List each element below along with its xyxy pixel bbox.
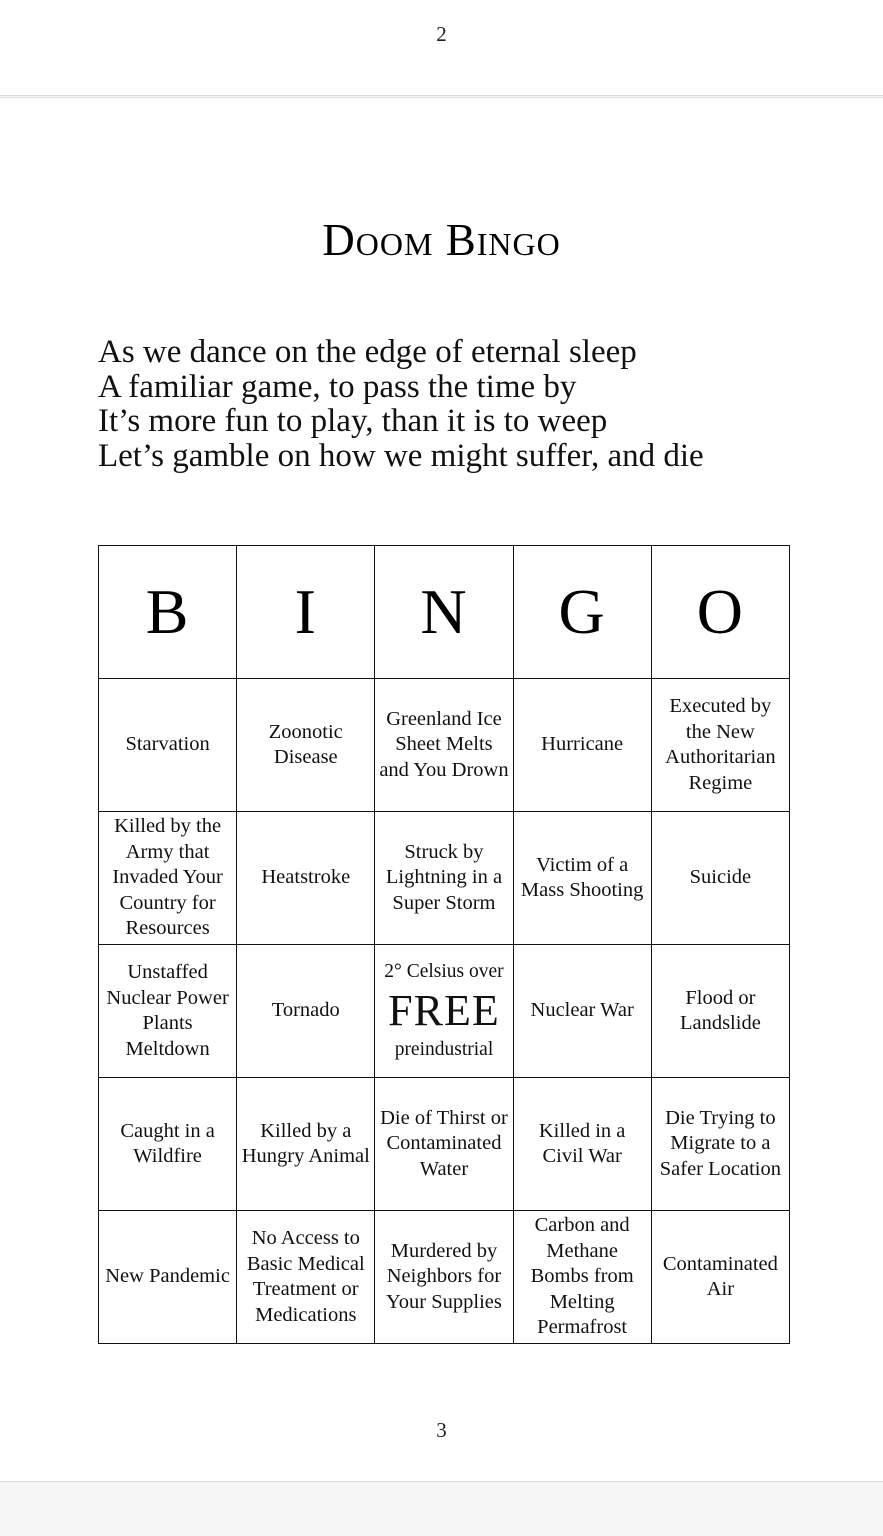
bingo-cell: Unstaffed Nuclear Power Plants Meltdown — [99, 945, 237, 1078]
bingo-header-g: G — [513, 546, 651, 679]
bingo-cell: Carbon and Methane Bombs from Melting Permafrost — [513, 1211, 651, 1344]
bingo-row — [99, 1078, 790, 1211]
bingo-header-i: I — [237, 546, 375, 679]
bingo-row — [99, 812, 790, 945]
bingo-row — [99, 945, 790, 1078]
bingo-cell: Greenland Ice Sheet Melts and You Drown — [375, 679, 513, 812]
bingo-cell: Zoonotic Disease — [237, 679, 375, 812]
bingo-header-n: N — [375, 546, 513, 679]
poem — [98, 335, 798, 473]
bingo-header-o: O — [651, 546, 789, 679]
bingo-cell: Killed in a Civil War — [513, 1078, 651, 1211]
bingo-cell: Victim of a Mass Shooting — [513, 812, 651, 945]
bingo-cell: New Pandemic — [99, 1211, 237, 1344]
poem-line: Let’s gamble on how we might suffer, and die — [98, 437, 704, 474]
bingo-cell: No Access to Basic Medical Treatment or Medications — [237, 1211, 375, 1344]
bingo-cell: Starvation — [99, 679, 237, 812]
bingo-cell: Struck by Lightning in a Super Storm — [375, 812, 513, 945]
bingo-cell: Caught in a Wildfire — [99, 1078, 237, 1211]
bingo-cell: Murdered by Neighbors for Your Supplies — [375, 1211, 513, 1344]
bingo-cell: Heatstroke — [237, 812, 375, 945]
poem-line: It’s more fun to play, than it is to weep — [98, 403, 608, 439]
bingo-cell: Killed by a Hungry Animal — [237, 1078, 375, 1211]
bingo-cell: Tornado — [237, 945, 375, 1078]
bingo-header-row — [99, 546, 790, 679]
page-title: Doom Bingo — [322, 215, 561, 265]
bingo-cell: Contaminated Air — [651, 1211, 789, 1344]
bingo-cell: Hurricane — [513, 679, 651, 812]
previous-page-number: 2 — [436, 22, 447, 46]
bingo-cell: Die Trying to Migrate to a Safer Location — [651, 1078, 789, 1211]
free-space-bottom-text: preindustrial — [394, 1039, 494, 1060]
previous-page-fragment — [0, 0, 883, 96]
bingo-row — [99, 679, 790, 812]
bingo-cell: Die of Thirst or Contaminated Water — [375, 1078, 513, 1211]
bingo-cell: Killed by the Army that Invaded Your Country for Resources — [99, 812, 237, 945]
free-space-top-text: 2° Celsius over — [384, 961, 504, 982]
free-space-label: FREE — [388, 986, 500, 1035]
bingo-card — [98, 545, 790, 1344]
bingo-free-space — [375, 945, 513, 1078]
bingo-header-b: B — [99, 546, 237, 679]
bingo-cell: Flood or Landslide — [651, 945, 789, 1078]
poem-line: A familiar game, to pass the time by — [98, 368, 577, 405]
poem-line: As we dance on the edge of eternal sleep — [98, 334, 637, 370]
page-number: 3 — [436, 1418, 447, 1442]
bingo-cell: Executed by the New Authoritarian Regime — [651, 679, 789, 812]
bingo-cell: Suicide — [651, 812, 789, 945]
bingo-row — [99, 1211, 790, 1344]
document-page — [0, 97, 883, 1482]
bingo-cell: Nuclear War — [513, 945, 651, 1078]
